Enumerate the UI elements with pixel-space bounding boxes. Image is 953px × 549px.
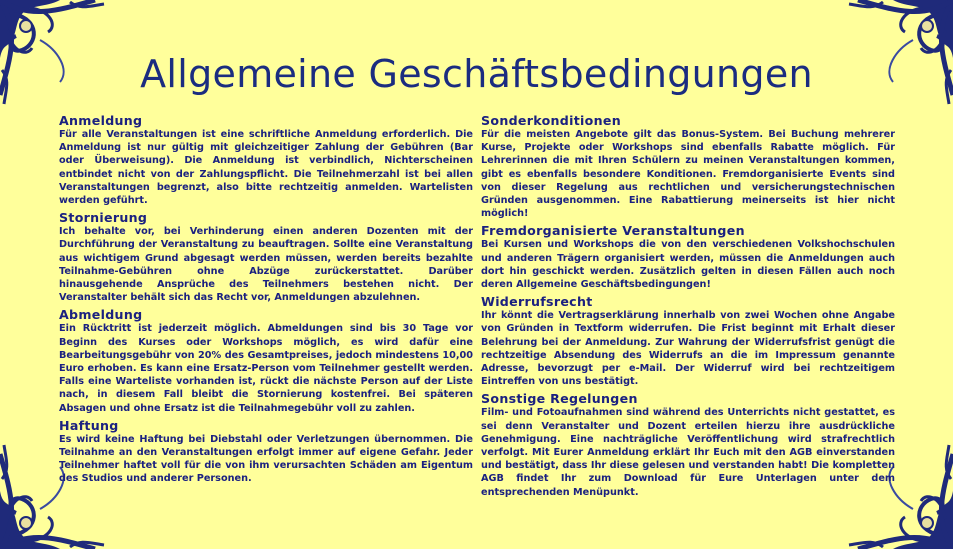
section-heading: Widerrufsrecht [481,294,593,310]
section-heading: Stornierung [59,210,148,226]
left-column [59,113,473,489]
section-heading: Sonstige Regelungen [481,391,638,407]
section-body: Es wird keine Haftung bei Diebstahl oder Verletzungen übernommen. Die Teilnahme an den Veranstaltungen erfolgt immer auf eigene Gefahr. Jeder Teilnehmer haftet voll für die von ihm verursachten Schäden am Eigentum des Studios und anderer Personen. [59,433,473,485]
section-heading: Anmeldung [59,113,143,128]
section-anmeldung [59,113,473,207]
section-body: Ich behalte vor, bei Verhinderung einen anderen Dozenten mit der Durchführung der Veranstaltung zu beauftragen. Sollte eine Veranstaltung aus wichtigem Grund abgesagt werden müssen, werden bereits bezahlte Teilnahme-Gebühren ohne Abzüge zurückerstattet. Darüber hinausgehende Ansprüche des Teilnehmers bestehen nicht. Der Veranstalter behält sich das Recht vor, Anmeldungen abzulehnen. [59,226,473,304]
section-heading: Abmeldung [59,307,143,323]
section-body: Für die meisten Angebote gilt das Bonus-System. Bei Buchung mehrerer Kurse, Projekte oder Workshops sind ebenfalls Rabatte möglich. Für Lehrerinnen die mit Ihren Schülern zu meinen Veranstaltungen kommen, gibt es ebenfalls besondere Konditionen. Fremdorganisierte Events sind von dieser Regelung aus rechtlichen und versicherungstechnischen Gründen ausgenommen. Eine Rabattierung meinerseits ist hier nicht möglich! [481,129,895,220]
section-stornierung [59,210,473,304]
section-sonderkonditionen [481,113,895,220]
section-sonstige-regelungen [481,391,895,498]
section-body: Ihr könnt die Vertragserklärung innerhalb von zwei Wochen ohne Angabe von Gründen in Textform widerrufen. Die Frist beginnt mit Erhalt dieser Belehrung bei der Anmeldung. Zur Wahrung der Widerrufsfrist genügt die rechtzeitige Absendung des Widerrufs an die im Impressum genannte Adresse, bevorzugt per e-Mail. Der Widerruf wird bei rechtzeitigem Eintreffen von uns bestätigt. [481,310,895,388]
section-heading: Fremdorganisierte Veranstaltungen [481,223,745,239]
section-body: Film- und Fotoaufnahmen sind während des Unterrichts nicht gestattet, es sei denn Veranstalter und Dozent erteilen hierzu ihre ausdrückliche Genehmigung. Eine nachträgliche Veröffentlichung wird strafrechtlich verfolgt. Mit Eurer Anmeldung erklärt Ihr Euch mit den AGB einverstanden und bestätigt, dass Ihr diese gelesen und verstanden habt! Die kompletten AGB findet Ihr zum Download für Eure Unterlagen unter dem entsprechenden Menüpunkt. [481,407,895,498]
section-fremdorganisierte-veranstaltungen [481,223,895,291]
section-heading: Sonderkonditionen [481,113,622,128]
section-body: Für alle Veranstaltungen ist eine schriftliche Anmeldung erforderlich. Die Anmeldung ist nur gültig mit gleichzeitiger Zahlung der Gebühren (Bar oder Überweisung). Die Anmeldung ist verbindlich, Nichterscheinen entbindet nicht von der Zahlungspflicht. Die Teilnehmerzahl ist bei allen Veranstaltungen begrenzt, also bitte rechtzeitig anmelden. Wartelisten werden geführt. [59,129,473,207]
section-haftung [59,418,473,486]
section-widerrufsrecht [481,294,895,388]
right-column [481,113,895,502]
section-body: Bei Kursen und Workshops die von den verschiedenen Volkshochschulen und anderen Trägern organisiert werden, müssen die Anmeldungen auch dort hin geschickt werden. Zusätzlich gelten in diesen Fällen auch noch deren Allgemeine Geschäftsbedingungen! [481,239,895,291]
section-body: Ein Rücktritt ist jederzeit möglich. Abmeldungen sind bis 30 Tage vor Beginn des Kurses oder Workshops möglich, es wird dafür eine Bearbeitungsgebühr von 20% des Gesamtpreises, jedoch mindestens 10,00 Euro erhoben. Es kann eine Ersatz-Person vom Teilnehmer gestellt werden. Falls eine Warteliste vorhanden ist, rückt die nächste Person auf der Liste nach, in diesem Fall bleibt die Stornierung kostenfrei. Bei späteren Absagen und ohne Ersatz ist die Teilnahmegebühr voll zu zahlen. [59,323,473,414]
section-heading: Haftung [59,417,119,433]
page-title: Allgemeine Geschäftsbedingungen [140,52,813,96]
section-abmeldung [59,307,473,414]
